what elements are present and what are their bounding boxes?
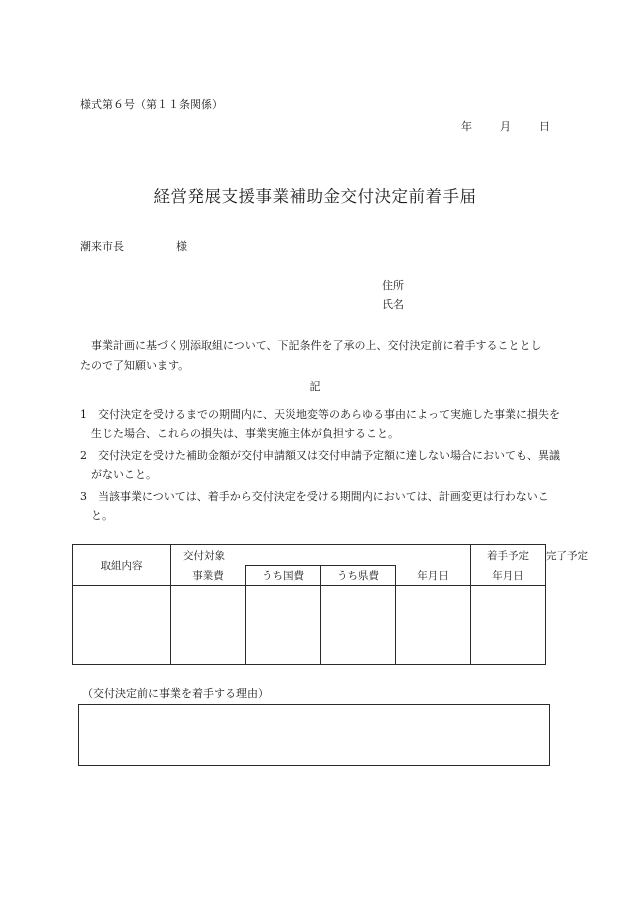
- cell-kenhi-input[interactable]: [321, 586, 396, 665]
- header-chakushu-ymd: 年月日: [396, 566, 471, 586]
- addressee-honorific: 様: [176, 240, 187, 253]
- date-year-label: 年: [461, 120, 472, 133]
- ki-label: 記: [309, 380, 321, 393]
- reason-input-box[interactable]: [78, 704, 550, 766]
- date-line: [461, 118, 550, 134]
- body-text: 事業計画に基づく別添取組について、下記条件を了承の上、交付決定前に着手することとしたので了知願います。: [80, 339, 542, 372]
- header-koufu-taisho: 交付対象: [171, 545, 396, 566]
- header-kanryo-ymd: 年月日: [471, 566, 546, 586]
- header-chakushu-yotei: 着手予定: [471, 545, 546, 566]
- project-table: 取組内容 交付対象 着手予定 完了予定 事業費 うち国費 うち県費 年月日 年月日: [72, 544, 546, 665]
- header-jigyohi: 事業費: [171, 566, 246, 586]
- header-kenhi: うち県費: [321, 566, 396, 586]
- header-kokuhi: うち国費: [246, 566, 321, 586]
- condition-item: 1 交付決定を受けるまでの期間内に、天災地変等のあらゆる事由によって実施した事業に損失を生じた場合、これらの損失は、事業実施主体が負担すること。: [80, 408, 560, 440]
- name-label: 氏名: [382, 298, 404, 311]
- cell-kanryo-input[interactable]: [471, 586, 546, 665]
- date-month-label: 月: [500, 120, 511, 133]
- header-torikumi: 取組内容: [73, 545, 171, 586]
- address-label: 住所: [382, 279, 404, 292]
- cell-jigyohi-input[interactable]: [171, 586, 246, 665]
- condition-item: 3 当該事業については、着手から交付決定を受ける期間内においては、計画変更は行わないこと。: [80, 490, 549, 522]
- cell-chakushu-input[interactable]: [396, 586, 471, 665]
- condition-item: 2 交付決定を受けた補助金額が交付申請額又は交付申請予定額に達しない場合においても、異議がないこと。: [80, 449, 560, 481]
- reason-label: （交付決定前に事業を着手する理由）: [82, 687, 269, 700]
- table-row: [73, 586, 546, 665]
- form-number: 様式第６号（第１１条関係）: [80, 98, 223, 111]
- addressee-name: 潮来市長: [80, 240, 124, 253]
- cell-torikumi-input[interactable]: [73, 586, 171, 665]
- cell-kokuhi-input[interactable]: [246, 586, 321, 665]
- document-title: 経営発展支援事業補助金交付決定前着手届: [153, 187, 477, 206]
- addressee: [80, 238, 187, 254]
- date-day-label: 日: [539, 120, 550, 133]
